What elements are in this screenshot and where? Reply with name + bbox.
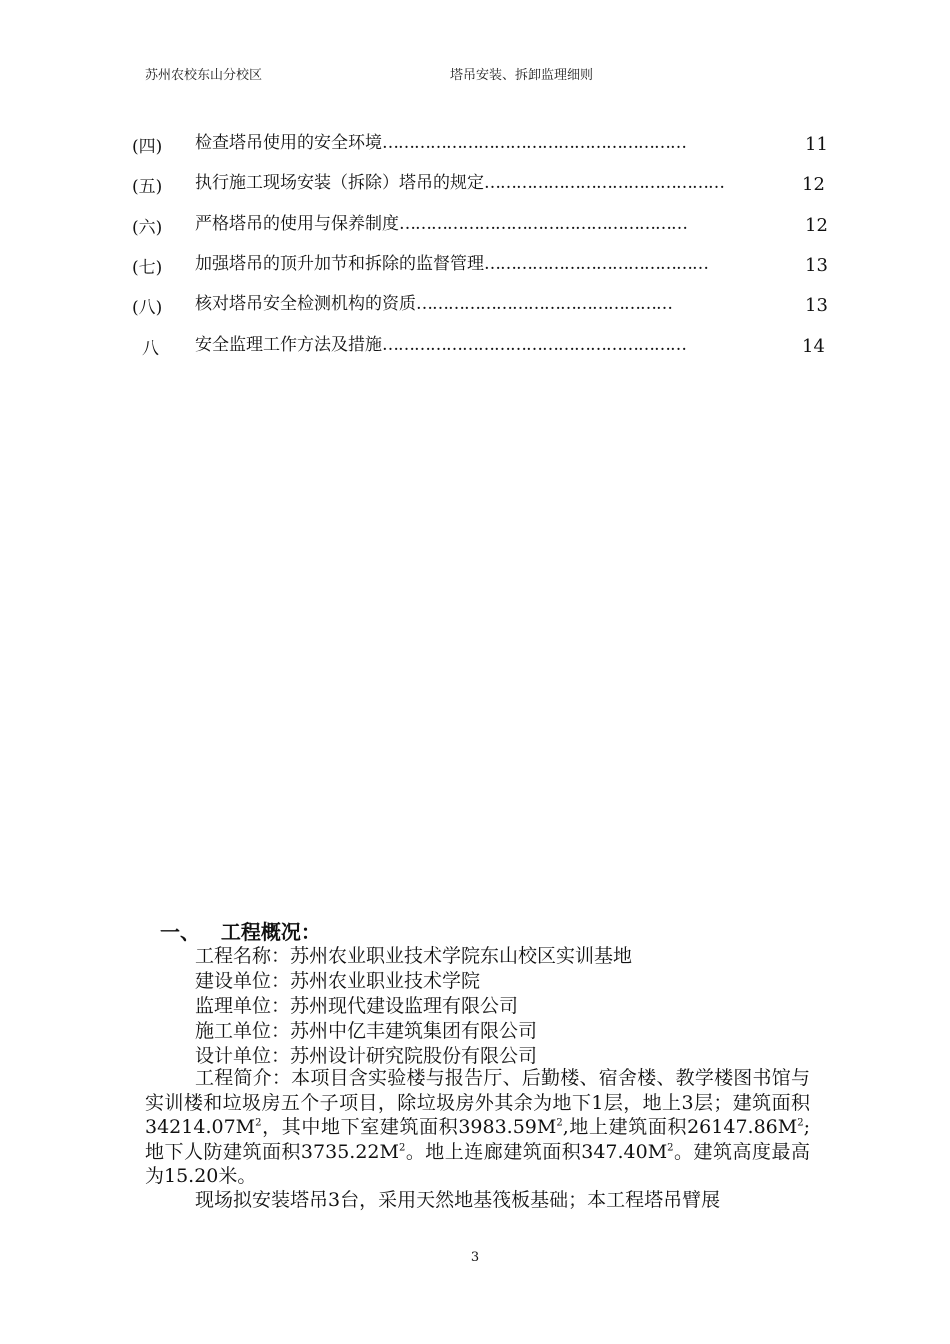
toc-page: 13: [805, 255, 828, 276]
toc-page: 14: [802, 336, 825, 357]
project-intro-paragraph: 工程简介：本项目含实验楼与报告厅、后勤楼、宿舍楼、教学楼图书馆与实训楼和垃圾房五个子项目，除垃圾房外其余为地下1层，地上3层；建筑面积$34214.07M^2$，其中地下室建筑面积$3983.59M^2$,地上建筑面积$26147.86M^2$;地下人防建筑面积$3735.22M^2$。地上连廊建筑面积$347.40M^2$。建筑高度最高为15.20米。: [145, 1067, 810, 1187]
header-document-title: 塔吊安装、拆卸监理细则: [450, 68, 594, 83]
toc-title: 严格塔吊的使用与保养制度………………………………………………: [195, 214, 687, 234]
toc-title: 核对塔吊安全检测机构的资质…………………………………………: [195, 294, 672, 314]
toc-row[interactable]: [0, 249, 950, 279]
supervisor-line: 监理单位：苏州现代建设监理有限公司: [195, 995, 519, 1017]
toc-title: 加强塔吊的顶升加节和拆除的监督管理……………………………………: [195, 254, 708, 274]
toc-row[interactable]: [0, 330, 950, 360]
designer-line: 设计单位：苏州设计研究院股份有限公司: [195, 1045, 538, 1067]
crane-paragraph: 现场拟安装塔吊3台，采用天然地基筏板基础；本工程塔吊臂展: [195, 1189, 721, 1211]
toc-dots: …………………………………………: [416, 294, 672, 314]
toc-number: (六): [132, 218, 163, 238]
header-project-name: 苏州农校东山分校区: [145, 68, 263, 83]
toc-page: 11: [805, 134, 828, 155]
toc-row[interactable]: [0, 168, 950, 198]
toc-dots: …………………………………………………: [382, 133, 686, 153]
toc-number: (八): [132, 298, 163, 318]
page-number: 3: [470, 1250, 480, 1265]
owner-line: 建设单位：苏州农业职业技术学院: [195, 970, 481, 992]
toc-number: (五): [132, 177, 163, 197]
toc-row[interactable]: [0, 289, 950, 319]
toc-number: (四): [132, 137, 163, 157]
toc-title: 执行施工现场安装（拆除）塔吊的规定………………………………………: [195, 173, 724, 193]
project-name-line: 工程名称：苏州农业职业技术学院东山校区实训基地: [195, 945, 633, 967]
contractor-line: 施工单位：苏州中亿丰建筑集团有限公司: [195, 1020, 538, 1042]
toc-page: 12: [802, 174, 825, 195]
toc-dots: …………………………………………………: [382, 335, 686, 355]
toc-number: 八: [142, 339, 159, 359]
toc-row[interactable]: [0, 128, 950, 158]
toc-title: 安全监理工作方法及措施…………………………………………………: [195, 335, 686, 355]
section-heading: 一、 工程概况：: [160, 920, 321, 944]
toc-dots: ………………………………………………: [399, 214, 687, 234]
toc-page: 13: [805, 295, 828, 316]
toc-dots: ……………………………………: [484, 254, 708, 274]
toc-page: 12: [805, 215, 828, 236]
toc-dots: ………………………………………: [484, 173, 724, 193]
toc-number: (七): [132, 258, 163, 278]
toc-title: 检查塔吊使用的安全环境…………………………………………………: [195, 133, 686, 153]
toc-row[interactable]: [0, 209, 950, 239]
